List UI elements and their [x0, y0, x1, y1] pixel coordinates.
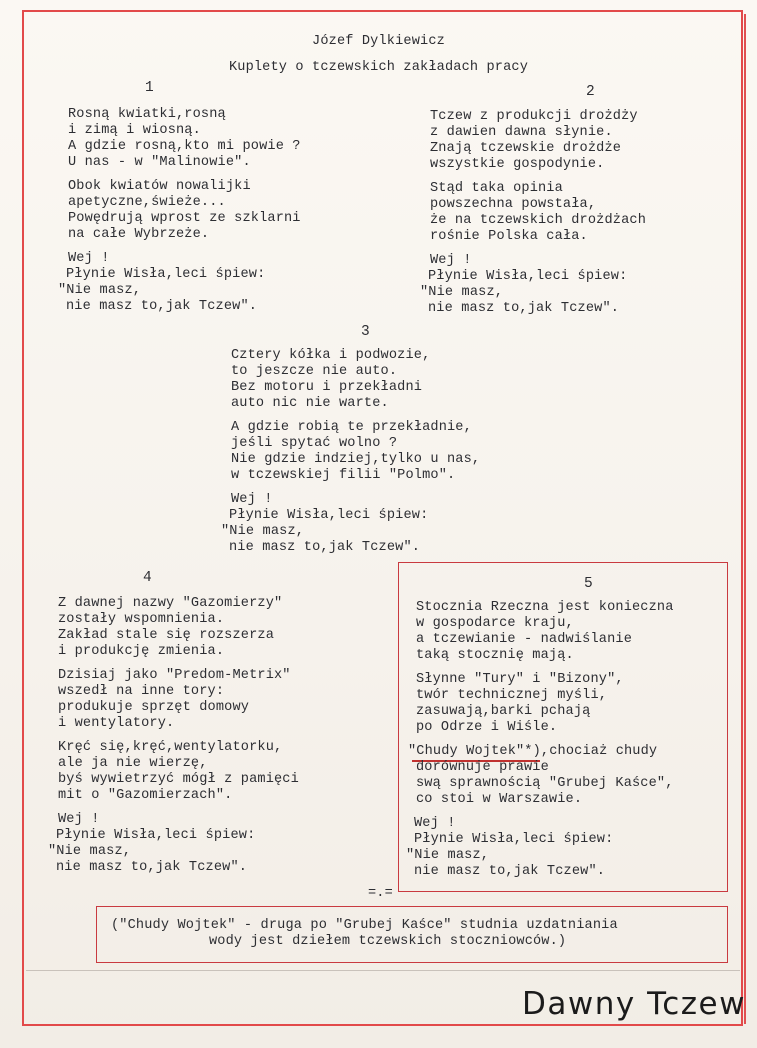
section-number-1: 1 [145, 80, 154, 96]
verse-line: A gdzie robią te przekładnie, [231, 420, 472, 435]
refrain-line: Wej ! [414, 816, 456, 831]
refrain-line: "Nie masz, [406, 848, 490, 863]
verse-line: w tczewskiej filii "Polmo". [231, 468, 456, 483]
verse-line: Słynne "Tury" i "Bizony", [416, 672, 624, 687]
refrain-line: "Nie masz, [420, 285, 504, 300]
refrain-line: Płynie Wisła,leci śpiew: [66, 267, 266, 282]
refrain-line: "Nie masz, [58, 283, 142, 298]
verse-line: Nie gdzie indziej,tylko u nas, [231, 452, 481, 467]
verse-line: twór technicznej myśli, [416, 688, 608, 703]
refrain-line: Płynie Wisła,leci śpiew: [56, 828, 256, 843]
verse-line: A gdzie rosną,kto mi powie ? [68, 139, 301, 154]
section-number-4: 4 [143, 570, 152, 586]
refrain-line: Wej ! [58, 812, 100, 827]
footnote-line: wody jest dziełem tczewskich stoczniowców.) [209, 934, 567, 949]
verse-line: z dawien dawna słynie. [430, 125, 613, 140]
refrain-line: nie masz to,jak Tczew". [428, 301, 620, 316]
verse-line: powszechna powstała, [430, 197, 597, 212]
verse-line: rośnie Polska cała. [430, 229, 588, 244]
verse-line: wszedł na inne tory: [58, 684, 225, 699]
verse-line: Dzisiaj jako "Predom-Metrix" [58, 668, 291, 683]
verse-line: "Chudy Wojtek"*),chociaż chudy [408, 744, 658, 759]
verse-line: Rosną kwiatki,rosną [68, 107, 226, 122]
refrain-line: Płynie Wisła,leci śpiew: [229, 508, 429, 523]
verse-line: Zakład stale się rozszerza [58, 628, 274, 643]
verse-line: produkuje sprzęt domowy [58, 700, 250, 715]
refrain-line: "Nie masz, [48, 844, 132, 859]
document-title: Kuplety o tczewskich zakładach pracy [228, 60, 529, 75]
section-number-3: 3 [361, 324, 370, 340]
verse-line: i zimą i wiosną. [68, 123, 201, 138]
refrain-line: Wej ! [68, 251, 110, 266]
frame-edge-line [744, 14, 746, 1024]
page-bottom-rule [26, 970, 740, 971]
verse-line: na całe Wybrzeże. [68, 227, 210, 242]
refrain-line: Wej ! [231, 492, 273, 507]
section-number-5: 5 [584, 576, 593, 592]
refrain-line: Płynie Wisła,leci śpiew: [428, 269, 628, 284]
verse-line: Znają tczewskie drożdże [430, 141, 622, 156]
verse-line: Cztery kółka i podwozie, [231, 348, 431, 363]
section-divider: =.= [368, 886, 393, 901]
verse-line: a tczewianie - nadwiślanie [416, 632, 632, 647]
verse-line: Powędrują wprost ze szklarni [68, 211, 301, 226]
verse-line: i wentylatory. [58, 716, 175, 731]
verse-line: Stocznia Rzeczna jest konieczna [416, 600, 674, 615]
verse-line: mit o "Gazomierzach". [58, 788, 233, 803]
verse-line: Bez motoru i przekładni [231, 380, 423, 395]
refrain-line: Płynie Wisła,leci śpiew: [414, 832, 614, 847]
verse-line: byś wywietrzyć mógł z pamięci [58, 772, 299, 787]
verse-line: swą sprawnością "Grubej Kaśce", [416, 776, 674, 791]
refrain-line: "Nie masz, [221, 524, 305, 539]
verse-line: Tczew z produkcji drożdży [430, 109, 638, 124]
verse-line: Stąd taka opinia [430, 181, 563, 196]
verse-line: taką stocznię mają. [416, 648, 574, 663]
verse-line: Z dawnej nazwy "Gazomierzy" [58, 596, 283, 611]
verse-line: i produkcję zmienia. [58, 644, 225, 659]
refrain-line: Wej ! [430, 253, 472, 268]
verse-line: ale ja nie wierzę, [58, 756, 208, 771]
refrain-line: nie masz to,jak Tczew". [414, 864, 606, 879]
watermark-text: Dawny Tczew [522, 986, 746, 1022]
refrain-line: nie masz to,jak Tczew". [229, 540, 421, 555]
verse-line: zasuwają,barki pchają [416, 704, 591, 719]
section-number-2: 2 [586, 84, 595, 100]
verse-line: U nas - w "Malinowie". [68, 155, 251, 170]
verse-line: Obok kwiatów nowalijki [68, 179, 251, 194]
verse-line: auto nic nie warte. [231, 396, 389, 411]
verse-line: jeśli spytać wolno ? [231, 436, 398, 451]
verse-line: wszystkie gospodynie. [430, 157, 605, 172]
verse-line: Kręć się,kręć,wentylatorku, [58, 740, 283, 755]
author-name: Józef Dylkiewicz [312, 34, 445, 49]
verse-line: dorównuje prawie [416, 760, 549, 775]
verse-line: w gospodarce kraju, [416, 616, 574, 631]
refrain-line: nie masz to,jak Tczew". [56, 860, 248, 875]
verse-line: to jeszcze nie auto. [231, 364, 398, 379]
verse-line: zostały wspomnienia. [58, 612, 225, 627]
verse-line: po Odrze i Wiśle. [416, 720, 558, 735]
verse-line: że na tczewskich drożdżach [430, 213, 646, 228]
footnote-line: ("Chudy Wojtek" - druga po "Grubej Kaśce" studnia uzdatniania [111, 918, 618, 933]
refrain-line: nie masz to,jak Tczew". [66, 299, 258, 314]
verse-line: co stoi w Warszawie. [416, 792, 583, 807]
verse-line: apetyczne,świeże... [68, 195, 226, 210]
